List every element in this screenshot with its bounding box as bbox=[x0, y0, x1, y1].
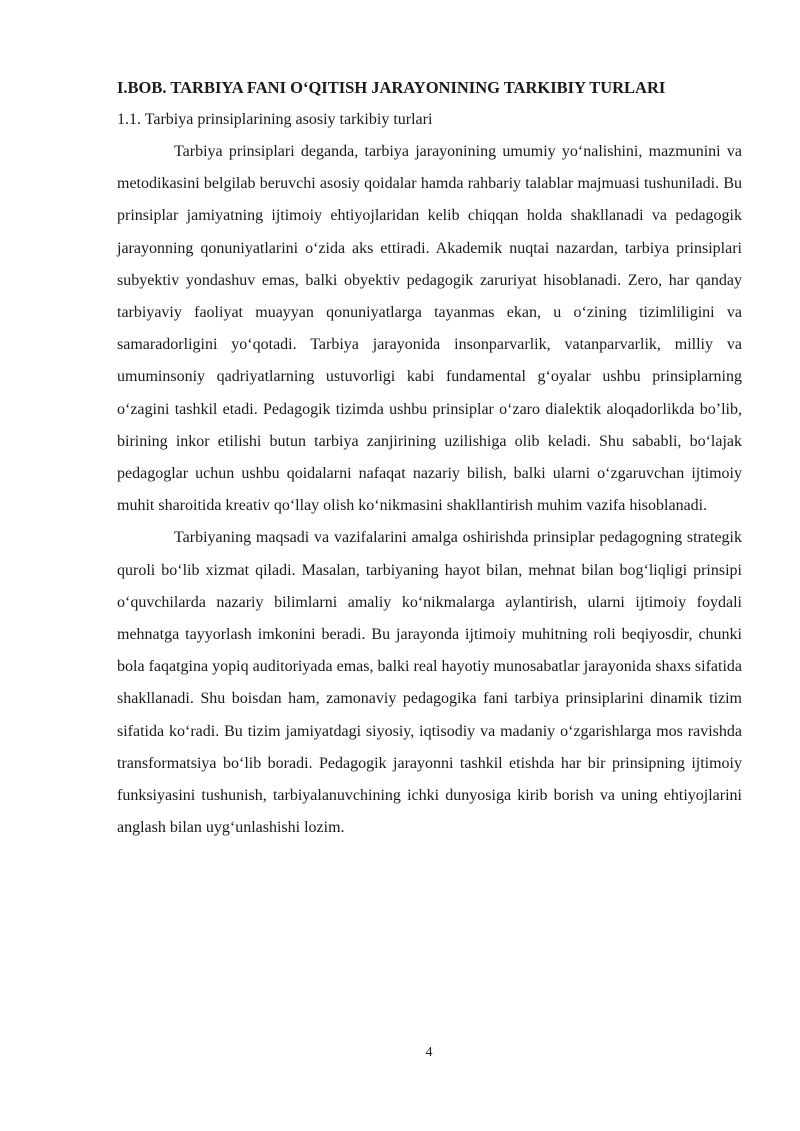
paragraph-1: Tarbiya prinsiplari deganda, tarbiya jarayonining umumiy yo‘nalishini, mazmunini va metodikasini belgilab beruvchi asosiy qoidalar hamda rahbariy talablar majmuasi tushuniladi. Bu prinsiplar jamiyatning ijtimoiy ehtiyojlaridan kelib chiqqan holda shakllanadi va pedagogik jarayonning qonuniyatlarini o‘zida aks ettiradi. Akademik nuqtai nazardan, tarbiya prinsiplari subyektiv yondashuv emas, balki obyektiv pedagogik zaruriyat hisoblanadi. Zero, har qanday tarbiyaviy faoliyat muayyan qonuniyatlarga tayanmas ekan, u o‘zining tizimliligini va samaradorligini yo‘qotadi. Tarbiya jarayonida insonparvarlik, vatanparvarlik, milliy va umuminsoniy qadriyatlarning ustuvorligi kabi fundamental g‘oyalar ushbu prinsiplarning o‘zagini tashkil etadi. Pedagogik tizimda ushbu prinsiplar o‘zaro dialektik aloqadorlikda bo’lib, birining inkor etilishi butun tarbiya zanjirining uzilishiga olib keladi. Shu sababli, bo‘lajak pedagoglar uchun ushbu qoidalarni nafaqat nazariy bilish, balki ularni o‘zgaruvchan ijtimoiy muhit sharoitida kreativ qo‘llay olish ko‘nikmasini shakllantirish muhim vazifa hisoblanadi. bbox=[117, 143, 742, 515]
section-title: 1.1. Tarbiya prinsiplarining asosiy tarkibiy turlari bbox=[117, 111, 433, 128]
paragraph-2: Tarbiyaning maqsadi va vazifalarini amalga oshirishda prinsiplar pedagogning strategik quroli bo‘lib xizmat qiladi. Masalan, tarbiyaning hayot bilan, mehnat bilan bog‘liqligi prinsipi o‘quvchilarda nazariy bilimlarni amaliy ko‘nikmalarga aylantirish, ularni ijtimoiy foydali mehnatga tayyorlash imkonini beradi. Bu jarayonda ijtimoiy muhitning roli beqiyosdir, chunki bola faqatgina yopiq auditoriyada emas, balki real hayotiy munosabatlar jarayonida shaxs sifatida shakllanadi. Shu boisdan ham, zamonaviy pedagogika fani tarbiya prinsiplarini dinamik tizim sifatida ko‘radi. Bu tizim jamiyatdagi siyosiy, iqtisodiy va madaniy o‘zgarishlarga mos ravishda transformatsiya bo‘lib boradi. Pedagogik jarayonni tashkil etishda har bir prinsipning ijtimoiy funksiyasini tushunish, tarbiyalanuvchining ichki dunyosiga kirib borish va uning ehtiyojlarini anglash bilan uyg‘unlashishi lozim. bbox=[117, 529, 742, 837]
document-page bbox=[117, 72, 742, 844]
chapter-title: I.BOB. TARBIYA FANI O‘QITISH JARAYONINING TARKIBIY TURLARI bbox=[117, 78, 666, 97]
page-number: 4 bbox=[425, 1045, 433, 1060]
